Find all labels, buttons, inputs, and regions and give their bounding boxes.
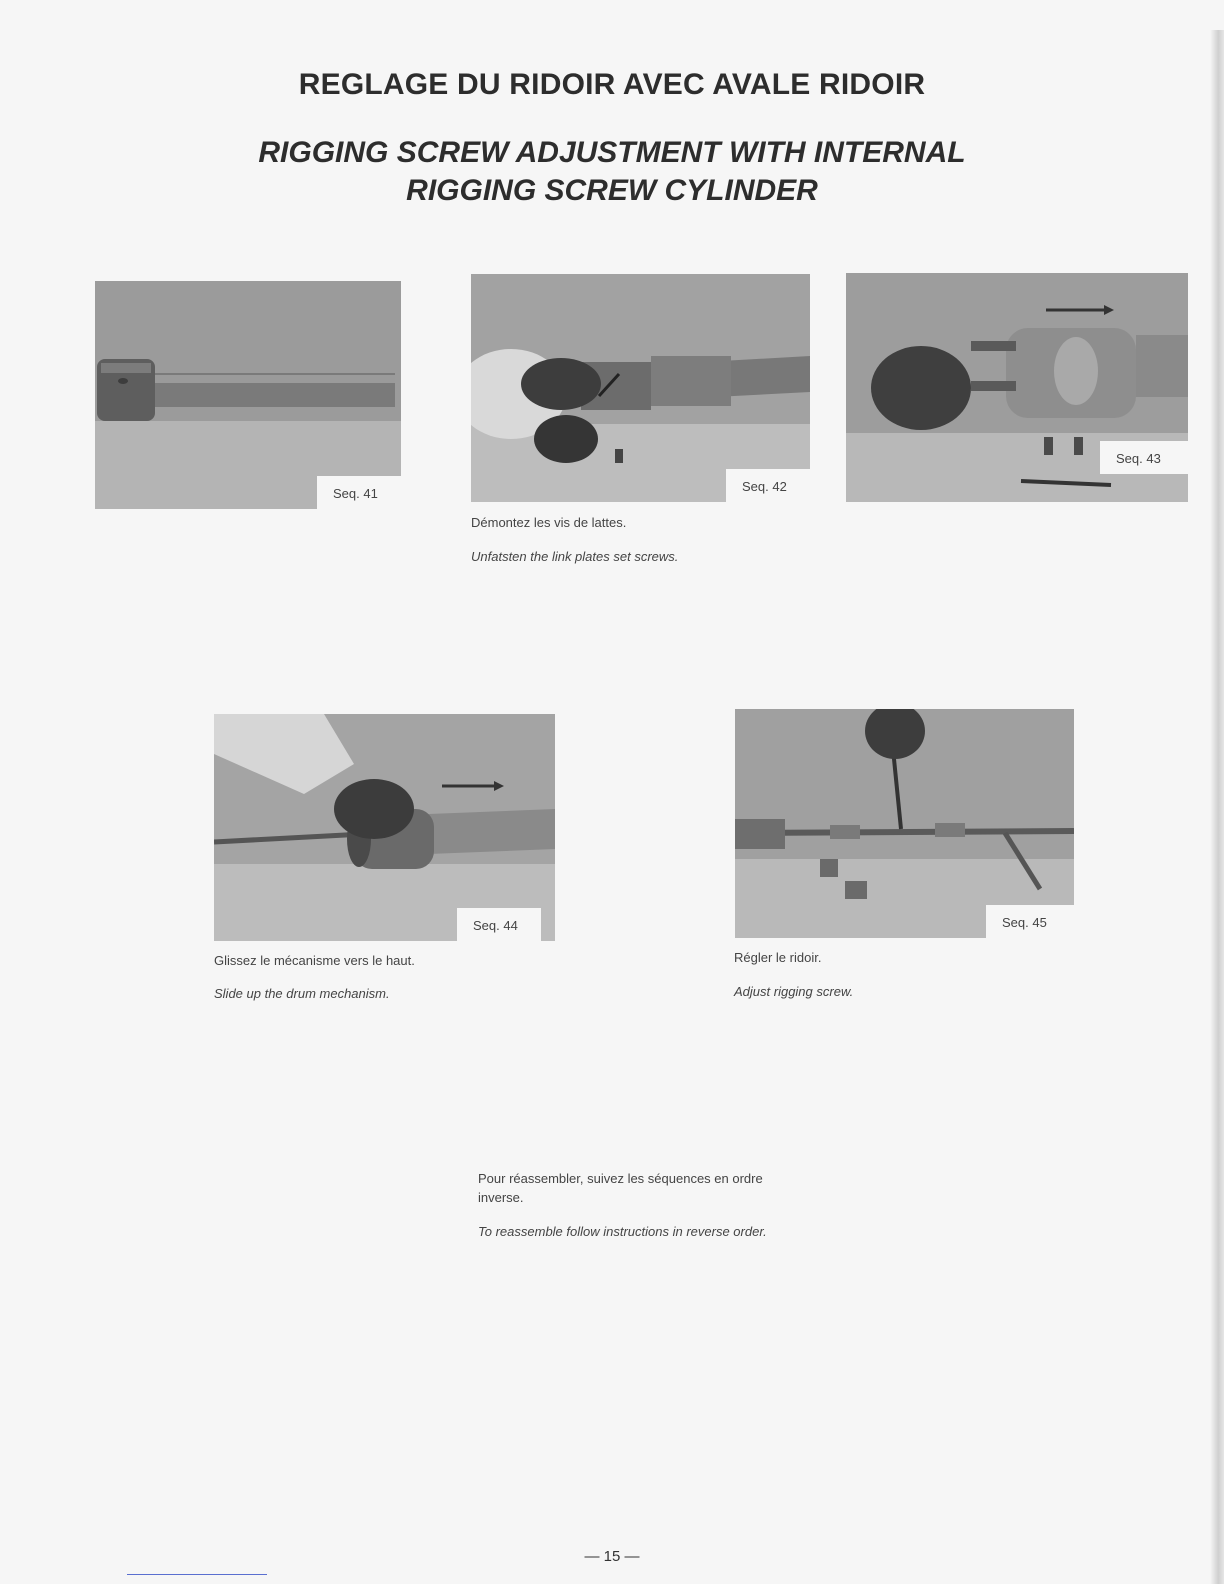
seq-label-41: Seq. 41 [317, 476, 401, 509]
reassembly-note-fr: Pour réassembler, suivez les séquences en ordre inverse. [478, 1171, 763, 1205]
caption-en-seq-42: Unfatsten the link plates set screws. [471, 549, 679, 564]
title-english [0, 134, 1224, 210]
caption-fr-seq-44: Glissez le mécanisme vers le haut. [214, 953, 415, 968]
photo-seq-41 [95, 281, 401, 509]
page-number: — 15 — [584, 1548, 640, 1565]
caption-fr-seq-45: Régler le ridoir. [734, 950, 822, 965]
photo-seq-43 [846, 273, 1188, 502]
seq-label-42: Seq. 42 [726, 469, 810, 502]
seq-label-45: Seq. 45 [986, 905, 1074, 938]
caption-en-seq-44: Slide up the drum mechanism. [214, 986, 390, 1001]
footer-rule [127, 1574, 267, 1575]
tube-end-illustration [95, 281, 401, 509]
photo-seq-42 [471, 274, 810, 502]
unscrew-illustration [471, 274, 810, 502]
adjust-screw-illustration [735, 709, 1074, 938]
caption-fr-seq-42: Démontez les vis de lattes. [471, 515, 627, 530]
photo-seq-45 [735, 709, 1074, 938]
photo-seq-44 [214, 714, 555, 941]
title-french: REGLAGE DU RIDOIR AVEC AVALE RIDOIR [298, 68, 926, 101]
reassembly-note-en: To reassemble follow instructions in reverse order. [478, 1224, 767, 1239]
seq-label-44: Seq. 44 [457, 908, 541, 941]
slide-drum-illustration [214, 714, 555, 941]
caption-en-seq-45: Adjust rigging screw. [734, 984, 854, 999]
title-english-line-2: RIGGING SCREW CYLINDER [406, 174, 818, 207]
page-edge-shadow [1210, 30, 1224, 1584]
seq-label-43: Seq. 43 [1100, 441, 1188, 474]
title-english-line-1: RIGGING SCREW ADJUSTMENT WITH INTERNAL [258, 136, 966, 169]
